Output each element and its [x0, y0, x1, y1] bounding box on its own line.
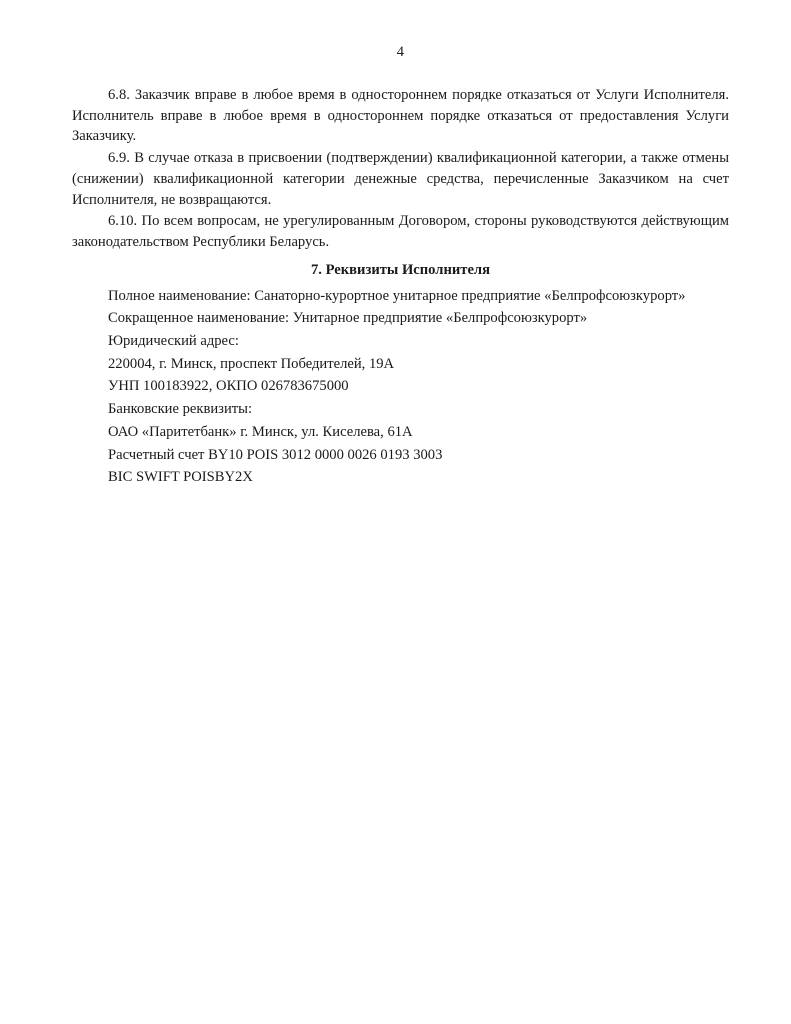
- requisite-account-number: Расчетный счет BY10 POIS 3012 0000 0026 0193 3003: [108, 446, 443, 463]
- requisite-bic-swift: BIC SWIFT POISBY2X: [108, 469, 253, 486]
- requisite-legal-address-value: 220004, г. Минск, проспект Победителей, 19А: [108, 355, 395, 372]
- requisite-full-name: Полное наименование: Санаторно-курортное унитарное предприятие «Белпрофсоюзкурорт»: [108, 288, 686, 305]
- requisite-short-name: Сокращенное наименование: Унитарное предприятие «Белпрофсоюзкурорт»: [108, 310, 588, 327]
- requisite-tax-codes: УНП 100183922, ОКПО 026783675000: [108, 378, 349, 395]
- document-body: [72, 85, 729, 488]
- requisite-bank-details-label: Банковские реквизиты:: [108, 401, 252, 418]
- requisite-legal-address-label: Юридический адрес:: [108, 332, 239, 349]
- paragraph-clause-6-10: 6.10. По всем вопросам, не урегулированным Договором, стороны руководствуются действующим законодательством Республики Беларусь.: [72, 213, 729, 251]
- page-number: 4: [396, 44, 405, 60]
- paragraph-clause-6-9: 6.9. В случае отказа в присвоении (подтверждении) квалификационной категории, а также отмены (снижении) квалификационной категории денежные средства, перечисленные Заказчиком на счет Исполнителя, не возвращаются.: [72, 150, 729, 208]
- paragraph-clause-6-8: 6.8. Заказчик вправе в любое время в одностороннем порядке отказаться от Услуги Исполнителя. Исполнитель вправе в любое время в одностороннем порядке отказаться от предоставления Услуги Заказчику.: [72, 87, 729, 145]
- requisite-bank-name: ОАО «Паритетбанк» г. Минск, ул. Киселева, 61А: [108, 423, 413, 440]
- section-heading-requisites: 7. Реквизиты Исполнителя: [310, 261, 491, 278]
